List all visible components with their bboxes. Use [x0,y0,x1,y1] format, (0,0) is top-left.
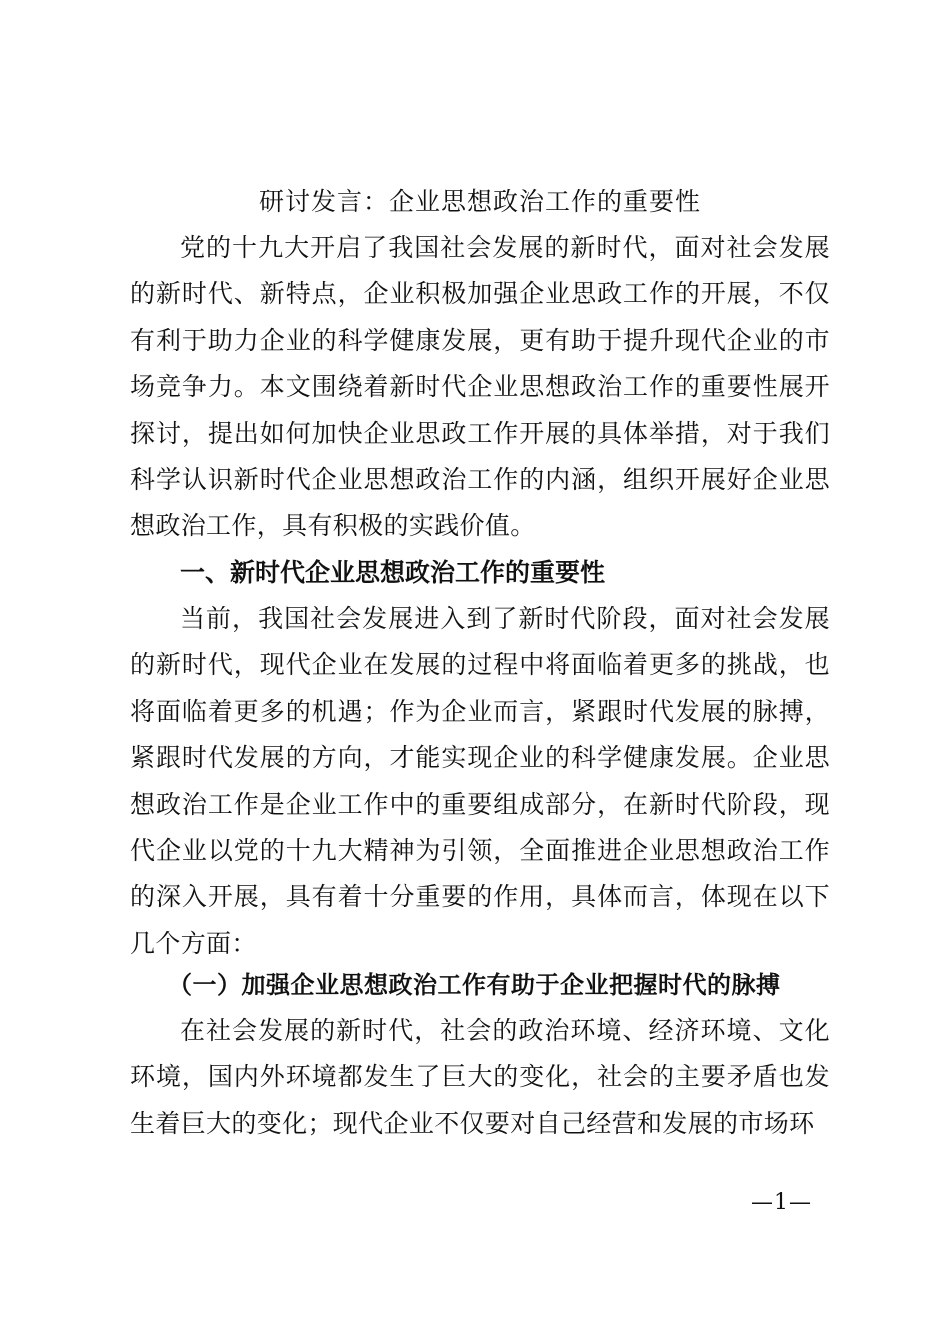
document-title: 研讨发言：企业思想政治工作的重要性 [258,187,701,216]
page-number: —1— [751,1190,812,1215]
paragraph-section-1: 当前，我国社会发展进入到了新时代阶段，面对社会发展的新时代，现代企业在发展的过程中将面临着更多的挑战，也将面临着更多的机遇；作为企业而言，紧跟时代发展的脉搏，紧跟时代发展的方向，才能实现企业的科学健康发展。企业思想政治工作是企业工作中的重要组成部分，在新时代阶段，现代企业以党的十九大精神为引领，全面推进企业思想政治工作的深入开展，具有着十分重要的作用，具体而言，体现在以下几个方面： [130,604,830,958]
paragraph-subsection-1: 在社会发展的新时代，社会的政治环境、经济环境、文化环境，国内外环境都发生了巨大的变化，社会的主要矛盾也发生着巨大的变化；现代企业不仅要对自己经营和发展的市场环 [130,1016,830,1138]
subsection-heading-1: （一）加强企业思想政治工作有助于企业把握时代的脉搏 [168,971,781,999]
section-heading-1: 一、新时代企业思想政治工作的重要性 [180,558,606,587]
paragraph-intro: 党的十九大开启了我国社会发展的新时代，面对社会发展的新时代、新特点，企业积极加强企业思政工作的开展，不仅有利于助力企业的科学健康发展，更有助于提升现代企业的市场竞争力。本文围绕着新时代企业思想政治工作的重要性展开探讨，提出如何加快企业思政工作开展的具体举措，对于我们科学认识新时代企业思想政治工作的内涵，组织开展好企业思想政治工作，具有积极的实践价值。 [130,233,830,541]
